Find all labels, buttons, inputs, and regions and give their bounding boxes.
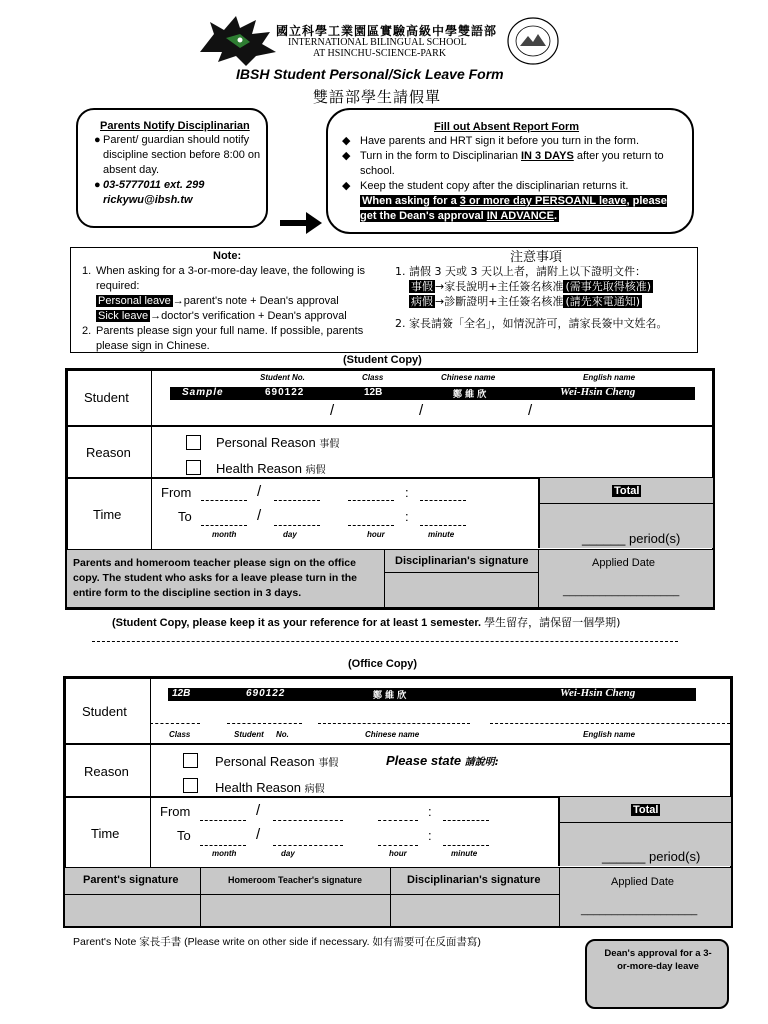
health-reason-label: Health Reason 病假 [216, 461, 326, 476]
month-label: month [212, 530, 237, 539]
office-to-slash: / [256, 826, 261, 843]
english-name-value: Wei-Hsin Cheng [560, 386, 636, 398]
applied-date-label: Applied Date [592, 557, 655, 569]
absent-report-title: Fill out Absent Report Form [434, 121, 580, 133]
office-english-name-value: Wei-Hsin Cheng [560, 687, 636, 699]
school-name-en: INTERNATIONAL BILINGUAL SCHOOL [288, 37, 467, 48]
absent-report-list: ◆ Have parents and HRT sign it before you turn in the form. ◆ Turn in the form to Disciplinarian IN 3 DAYS after you return to school. ◆ Keep the student copy after the disciplinarian returns it. When asking for a 3 or more day PERSOANL leave, please get the Dean's approval IN ADVANCE. [342, 135, 667, 222]
office-day-label: day [281, 849, 295, 858]
keep-copy-note: (Student Copy, please keep it as your reference for at least 1 semester. 學生留存，請保留一個學期) [112, 616, 621, 629]
office-periods-field[interactable]: ______ period(s) [602, 849, 701, 864]
disciplinarian-signature-field[interactable] [386, 574, 536, 606]
slash-1: / [330, 402, 335, 419]
col-student-no: Student No. [260, 373, 305, 382]
periods-field[interactable]: ______ period(s) [582, 531, 681, 546]
form-title: IBSH Student Personal/Sick Leave Form [236, 66, 504, 82]
parent-note-label: Parent's Note 家長手書 (Please write on other side if necessary. 如有需要可在反面書寫) [73, 936, 481, 948]
office-chinese-name-value: 鄭 維 欣 [373, 691, 407, 701]
hrt-signature-field[interactable] [202, 896, 388, 926]
office-col-student: Student [234, 730, 264, 739]
office-total-label: Total [633, 804, 659, 816]
office-health-reason-checkbox[interactable] [183, 778, 198, 793]
office-to-label: To [177, 828, 191, 843]
office-health-reason-label: Health Reason 病假 [215, 780, 325, 795]
office-disciplinarian-signature-field[interactable] [392, 896, 558, 926]
disciplinarian-signature-label: Disciplinarian's signature [395, 555, 529, 567]
total-label: Total [614, 485, 640, 497]
sign-instructions: Parents and homeroom teacher please sign on the office copy. The student who asks for a leave please turn in the entire form to the discipline section in 3 days. [73, 557, 357, 599]
slash-3: / [528, 402, 533, 419]
col-chinese-name: Chinese name [441, 373, 496, 382]
to-colon: : [405, 509, 409, 524]
dean-approval-label: Dean's approval for a 3-or-more-day leave [604, 948, 712, 972]
office-applied-date-label: Applied Date [611, 876, 674, 888]
discipline-phone: 03-5777011 ext. 299 [103, 179, 205, 191]
sample-text: Sample [182, 387, 224, 398]
note-title-cn: 注意事項 [510, 250, 563, 265]
slash-2: / [419, 402, 424, 419]
office-from-slash: / [256, 802, 261, 819]
office-col-no: No. [276, 730, 289, 739]
parent-signature-field[interactable] [66, 896, 198, 926]
day-label: day [283, 530, 297, 539]
personal-reason-checkbox[interactable] [186, 435, 201, 450]
office-col-chinese: Chinese name [365, 730, 420, 739]
office-student-no-value: 690122 [246, 688, 286, 699]
from-slash: / [257, 483, 262, 500]
to-label: To [178, 509, 192, 524]
arrow-right-icon [280, 212, 322, 234]
school-location-en: AT HSINCHU-SCIENCE-PARK [313, 48, 447, 59]
parents-notify-title: Parents Notify Disciplinarian [100, 120, 250, 132]
student-copy-label: (Student Copy) [343, 354, 422, 366]
office-month-label: month [212, 849, 237, 858]
class-value: 12B [364, 387, 383, 398]
col-class: Class [362, 373, 384, 382]
office-time-label: Time [91, 826, 120, 841]
form-title-cn: 雙語部學生請假單 [313, 88, 442, 106]
minute-label: minute [428, 530, 455, 539]
time-row-label: Time [93, 507, 122, 522]
office-minute-label: minute [451, 849, 478, 858]
office-col-class: Class [169, 730, 191, 739]
parent-signature-label: Parent's signature [83, 874, 179, 886]
office-student-label: Student [82, 704, 127, 719]
office-disciplinarian-signature-label: Disciplinarian's signature [407, 874, 541, 886]
hour-label: hour [367, 530, 385, 539]
discipline-email: rickywu@ibsh.tw [103, 194, 193, 206]
applied-date-field[interactable]: ___________________ [563, 585, 680, 597]
reason-explanation-field[interactable] [520, 752, 720, 768]
office-to-colon: : [428, 828, 432, 843]
school-logo-icon [196, 12, 278, 68]
office-copy-label: (Office Copy) [348, 658, 418, 670]
personal-reason-label: Personal Reason 事假 [216, 435, 340, 450]
from-label: From [161, 485, 192, 500]
student-no-value: 690122 [265, 387, 305, 398]
note-cn-list: 1. 請假 3 天或 3 天以上者，請附上以下證明文件： 事假 →家長說明+主任簽名核准 (需事先取得核准) 病假 →診斷證明+主任簽名核准 (請先來電通知) 2. 家長請簽「全名」，如情況許可，請家長簽中文姓名。 [395, 265, 668, 330]
to-slash: / [257, 507, 262, 524]
advance-approval-warning: When asking for a 3 or more day PERSOANL leave, please get the Dean's approval IN ADVANCE. [360, 195, 667, 222]
office-personal-reason-label: Personal Reason 事假 [215, 754, 339, 769]
office-from-colon: : [428, 804, 432, 819]
note-en-list: 1. When asking for a 3-or-more-day leave, the following is required: Personal leave →parent's note + Dean's approval Sick leave →doctor's verification + Dean's approval 2. Parents please sign your full name. If possible, parents please sign in Chinese. [82, 265, 366, 352]
school-name-cn: 國立科學工業園區實驗高級中學雙語部 [276, 24, 498, 38]
chinese-name-value: 鄭 維 欣 [453, 390, 487, 400]
office-personal-reason-checkbox[interactable] [183, 753, 198, 768]
note-title-en: Note: [213, 250, 242, 262]
student-row-label: Student [84, 390, 129, 405]
reason-row-label: Reason [86, 445, 131, 460]
cut-line [92, 641, 678, 642]
office-reason-label: Reason [84, 764, 129, 779]
office-hour-label: hour [389, 849, 407, 858]
from-colon: : [405, 485, 409, 500]
office-class-value: 12B [172, 688, 191, 699]
office-from-label: From [160, 804, 191, 819]
col-english-name: English name [583, 373, 636, 382]
parents-notify-item: ● Parent/ guardian should notify discipline section before 8:00 on absent day. ● 03-5777011 ext. 299 rickywu@ibsh.tw [94, 134, 261, 206]
please-state-label: Please state 請說明: [386, 753, 499, 768]
office-applied-date-field[interactable]: ___________________ [581, 904, 698, 916]
accreditation-seal-icon [506, 16, 560, 66]
hrt-signature-label: Homeroom Teacher's signature [228, 875, 363, 885]
health-reason-checkbox[interactable] [186, 460, 201, 475]
office-col-english: English name [583, 730, 636, 739]
